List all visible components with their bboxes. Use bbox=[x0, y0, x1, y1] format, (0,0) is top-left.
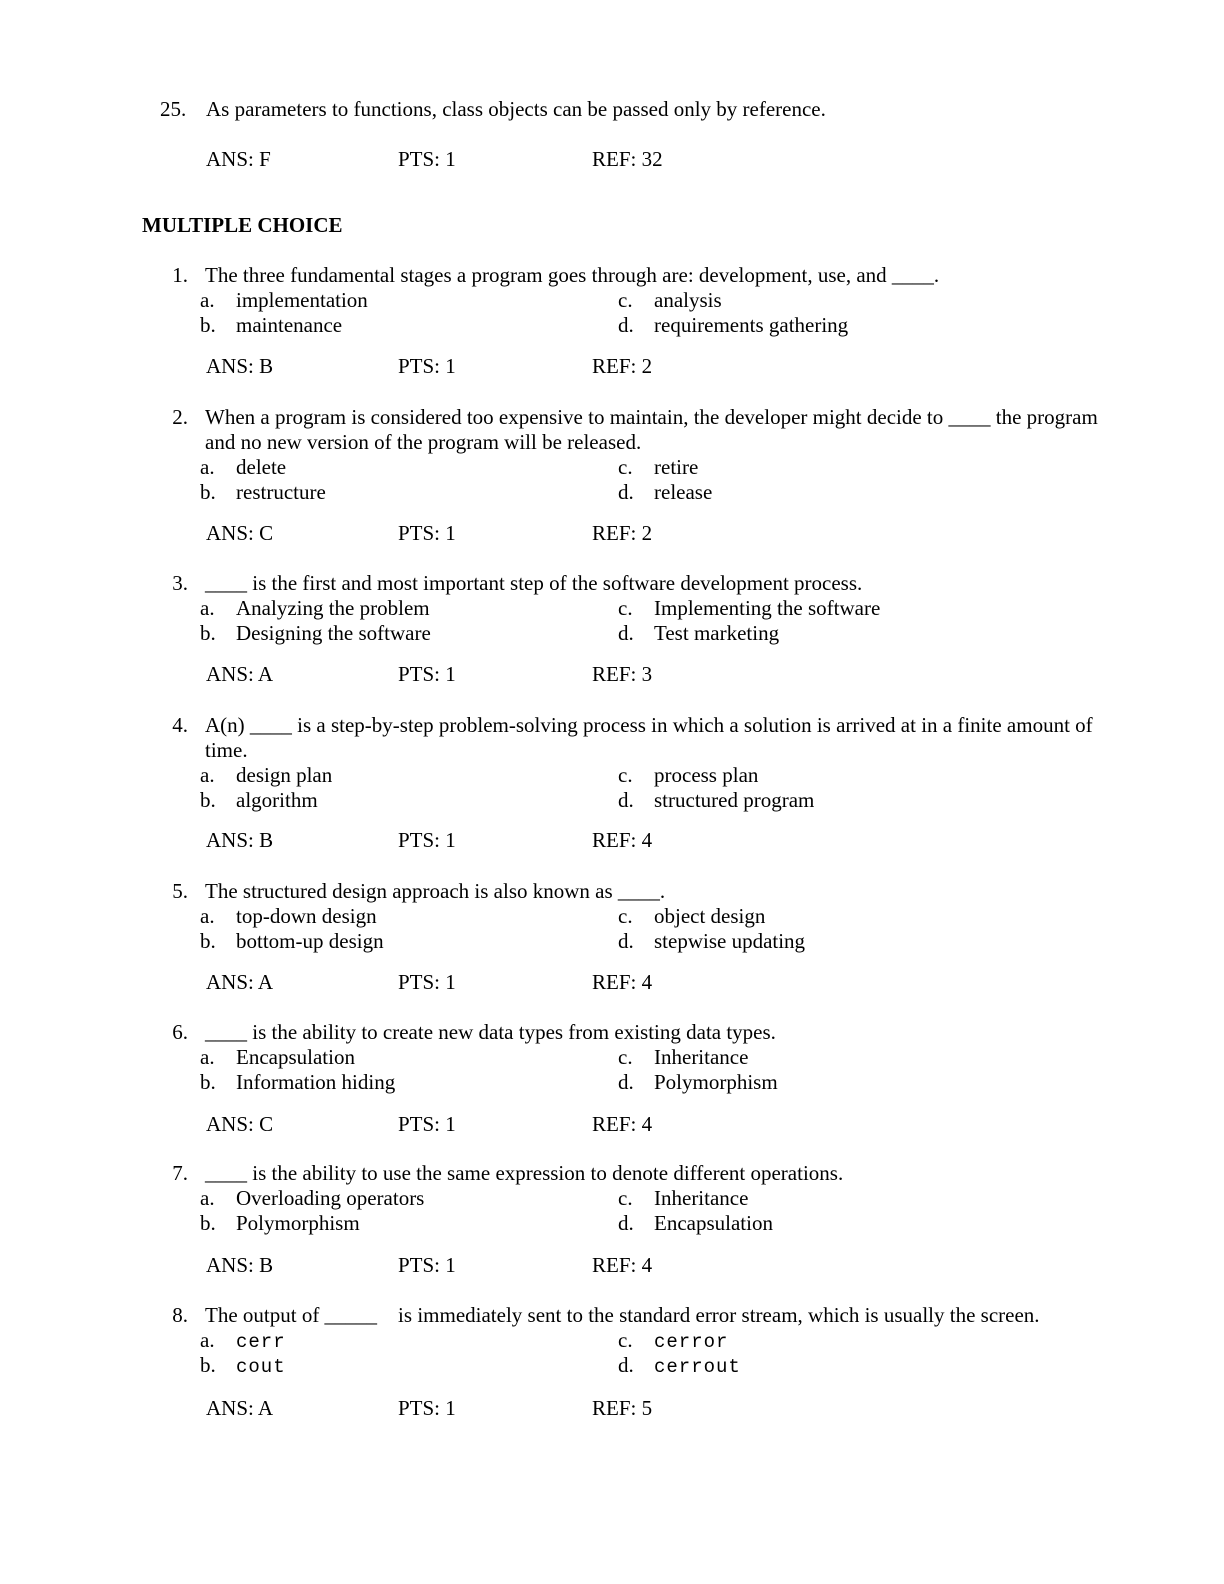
option-a: a. Encapsulation bbox=[200, 1045, 355, 1069]
points: PTS: 1 bbox=[398, 147, 456, 171]
option-c: c. analysis bbox=[618, 288, 722, 312]
option-c: c. Inheritance bbox=[618, 1045, 749, 1069]
options bbox=[200, 1328, 1120, 1378]
reference: REF: 4 bbox=[592, 828, 653, 852]
question-number: 5. bbox=[172, 879, 188, 903]
option-d: d. Test marketing bbox=[618, 621, 780, 645]
option-d: d. structured program bbox=[618, 788, 815, 812]
options bbox=[200, 1186, 1120, 1236]
option-b: b. maintenance bbox=[200, 313, 343, 337]
option-d: d. cerrout bbox=[618, 1353, 741, 1378]
question-number: 8. bbox=[172, 1303, 188, 1327]
question-number: 7. bbox=[172, 1161, 188, 1185]
option-c: c. process plan bbox=[618, 763, 759, 787]
options bbox=[200, 763, 1120, 813]
question-stem: ____ is the ability to use the same expression to denote different operations. bbox=[205, 1161, 844, 1185]
answer: ANS: B bbox=[206, 828, 274, 852]
answer: ANS: B bbox=[206, 1253, 274, 1277]
question-5 bbox=[160, 879, 1120, 954]
answer: ANS: A bbox=[206, 970, 274, 994]
option-a: a. Overloading operators bbox=[200, 1186, 425, 1210]
section-title: MULTIPLE CHOICE bbox=[142, 213, 343, 237]
option-d: d. stepwise updating bbox=[618, 929, 806, 953]
points: PTS: 1 bbox=[398, 662, 456, 686]
question-stem: The structured design approach is also known as ____. bbox=[205, 879, 666, 903]
option-b: b. Polymorphism bbox=[200, 1211, 360, 1235]
question-stem: The three fundamental stages a program goes through are: development, use, and ____. bbox=[205, 263, 940, 287]
option-a: a. delete bbox=[200, 455, 287, 479]
question-number: 1. bbox=[172, 263, 188, 287]
reference: REF: 5 bbox=[592, 1396, 653, 1420]
points: PTS: 1 bbox=[398, 1253, 456, 1277]
reference: REF: 4 bbox=[592, 1253, 653, 1277]
option-d: d. Encapsulation bbox=[618, 1211, 773, 1235]
option-d: d. release bbox=[618, 480, 713, 504]
question-stem: A(n) ____ is a step-by-step problem-solving process in which a solution is arrived at in a finite amount of time. bbox=[205, 713, 1093, 762]
option-c: c. Inheritance bbox=[618, 1186, 749, 1210]
options bbox=[200, 596, 1120, 646]
answer: ANS: B bbox=[206, 354, 274, 378]
options bbox=[200, 904, 1120, 954]
option-b: b. Designing the software bbox=[200, 621, 431, 645]
answer: ANS: F bbox=[206, 147, 271, 171]
reference: REF: 3 bbox=[592, 662, 653, 686]
answer: ANS: A bbox=[206, 662, 274, 686]
question-1 bbox=[160, 263, 1120, 338]
option-c: c. object design bbox=[618, 904, 766, 928]
option-d: d. Polymorphism bbox=[618, 1070, 778, 1094]
option-b: b. bottom-up design bbox=[200, 929, 384, 953]
question-number: 25. bbox=[160, 97, 187, 121]
points: PTS: 1 bbox=[398, 1396, 456, 1420]
option-d: d. requirements gathering bbox=[618, 313, 849, 337]
question-number: 4. bbox=[172, 713, 188, 737]
option-b: b. restructure bbox=[200, 480, 326, 504]
option-a: a. Analyzing the problem bbox=[200, 596, 430, 620]
question-number: 2. bbox=[172, 405, 188, 429]
option-a: a. implementation bbox=[200, 288, 368, 312]
answer: ANS: C bbox=[206, 1112, 274, 1136]
question-2 bbox=[160, 405, 1120, 505]
question-3 bbox=[160, 571, 1120, 646]
option-b: b. algorithm bbox=[200, 788, 318, 812]
reference: REF: 32 bbox=[592, 147, 663, 171]
options bbox=[200, 455, 1120, 505]
option-a: a. design plan bbox=[200, 763, 333, 787]
option-c: c. cerror bbox=[618, 1328, 729, 1353]
question-stem: ____ is the ability to create new data types from existing data types. bbox=[205, 1020, 776, 1044]
question-8 bbox=[160, 1303, 1120, 1378]
question-4 bbox=[160, 713, 1120, 813]
question-stem: The output of _____ is immediately sent to the standard error stream, which is usually the screen. bbox=[205, 1303, 1040, 1327]
options bbox=[200, 288, 1120, 338]
question-number: 6. bbox=[172, 1020, 188, 1044]
question-number: 3. bbox=[172, 571, 188, 595]
points: PTS: 1 bbox=[398, 828, 456, 852]
option-b: b. cout bbox=[200, 1353, 286, 1378]
question-6 bbox=[160, 1020, 1120, 1095]
option-b: b. Information hiding bbox=[200, 1070, 396, 1094]
answer: ANS: C bbox=[206, 521, 274, 545]
reference: REF: 4 bbox=[592, 970, 653, 994]
reference: REF: 2 bbox=[592, 354, 653, 378]
points: PTS: 1 bbox=[398, 521, 456, 545]
option-c: c. Implementing the software bbox=[618, 596, 881, 620]
question-stem: ____ is the first and most important step of the software development process. bbox=[205, 571, 863, 595]
points: PTS: 1 bbox=[398, 970, 456, 994]
reference: REF: 2 bbox=[592, 521, 653, 545]
answer: ANS: A bbox=[206, 1396, 274, 1420]
question-stem: When a program is considered too expensive to maintain, the developer might decide to ____ the program and no new version of the program will be released. bbox=[205, 405, 1098, 454]
option-a: a. top-down design bbox=[200, 904, 377, 928]
option-a: a. cerr bbox=[200, 1328, 286, 1353]
points: PTS: 1 bbox=[398, 1112, 456, 1136]
options bbox=[200, 1045, 1120, 1095]
question-7 bbox=[160, 1161, 1120, 1236]
question-stem: As parameters to functions, class objects can be passed only by reference. bbox=[206, 97, 826, 121]
reference: REF: 4 bbox=[592, 1112, 653, 1136]
option-c: c. retire bbox=[618, 455, 699, 479]
points: PTS: 1 bbox=[398, 354, 456, 378]
